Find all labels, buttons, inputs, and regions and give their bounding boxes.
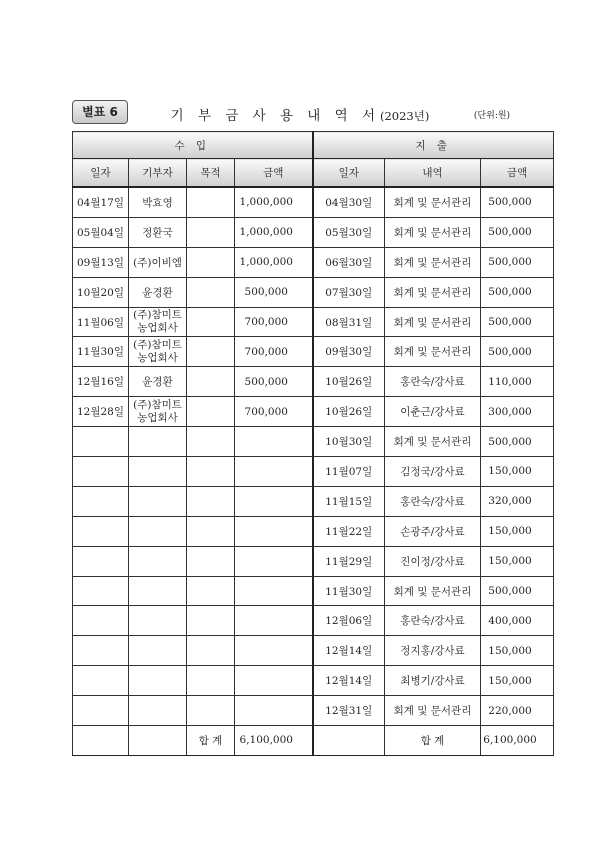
section-header-row — [73, 132, 554, 159]
income-date-cell: 09월13일 — [73, 247, 129, 277]
expense-date-cell: 08월31일 — [313, 307, 385, 337]
income-donor-cell: 윤경환 — [129, 367, 187, 397]
expense-date-cell: 11월30일 — [313, 576, 385, 606]
income-amount-cell: 500,000 — [235, 277, 313, 307]
expense-detail-cell: 이춘근/강사료 — [385, 397, 481, 427]
expense-section-header: 지 출 — [313, 132, 554, 159]
expense-date-cell: 11월29일 — [313, 546, 385, 576]
income-amount-cell: 1,000,000 — [235, 217, 313, 247]
income-purpose-cell — [187, 546, 235, 576]
income-donor-cell — [129, 457, 187, 487]
expense-detail-cell: 회계 및 문서관리 — [385, 247, 481, 277]
expense-amount-cell: 150,000 — [481, 666, 554, 696]
table-row — [73, 247, 554, 277]
expense-amount-cell: 300,000 — [481, 397, 554, 427]
expense-date-cell: 06월30일 — [313, 247, 385, 277]
income-amount-cell: 1,000,000 — [235, 187, 313, 217]
table-row — [73, 516, 554, 546]
income-donor-cell — [129, 606, 187, 636]
income-purpose-cell — [187, 576, 235, 606]
income-purpose-cell — [187, 486, 235, 516]
table-row — [73, 606, 554, 636]
table-row — [73, 666, 554, 696]
income-purpose-cell — [187, 247, 235, 277]
income-amount-cell: 700,000 — [235, 307, 313, 337]
expense-date-cell: 04월30일 — [313, 187, 385, 217]
income-purpose-header: 목적 — [187, 159, 235, 188]
income-date-cell — [73, 666, 129, 696]
income-amount-cell: 500,000 — [235, 367, 313, 397]
income-purpose-cell — [187, 636, 235, 666]
income-amount-cell — [235, 457, 313, 487]
title-year: (2023년) — [380, 109, 430, 123]
totals-row — [73, 726, 554, 756]
income-donor-cell: (주)참미트 농업회사 — [129, 337, 187, 367]
income-donor-cell — [129, 666, 187, 696]
income-purpose-cell — [187, 187, 235, 217]
expense-detail-cell: 회계 및 문서관리 — [385, 307, 481, 337]
table-row — [73, 187, 554, 217]
income-amount-cell — [235, 636, 313, 666]
income-date-header: 일자 — [73, 159, 129, 188]
expense-detail-cell: 김정국/강사료 — [385, 457, 481, 487]
income-date-cell: 12월28일 — [73, 397, 129, 427]
expense-detail-cell: 회계 및 문서관리 — [385, 217, 481, 247]
table-row — [73, 397, 554, 427]
expense-amount-cell: 500,000 — [481, 277, 554, 307]
expense-date-cell: 12월31일 — [313, 696, 385, 726]
expense-amount-cell: 500,000 — [481, 247, 554, 277]
table-row — [73, 457, 554, 487]
expense-detail-cell: 회계 및 문서관리 — [385, 427, 481, 457]
income-date-cell: 05월04일 — [73, 217, 129, 247]
expense-date-cell: 12월14일 — [313, 636, 385, 666]
appendix-badge: 별표 6 — [72, 100, 128, 124]
income-section-header: 수 입 — [73, 132, 313, 159]
income-donor-cell: (주)참미트 농업회사 — [129, 307, 187, 337]
expense-date-cell: 07월30일 — [313, 277, 385, 307]
expense-detail-cell: 손광주/강사료 — [385, 516, 481, 546]
income-date-cell — [73, 606, 129, 636]
table-row — [73, 427, 554, 457]
income-purpose-cell — [187, 516, 235, 546]
ledger-body — [73, 187, 554, 755]
expense-detail-cell: 홍란숙/강사료 — [385, 367, 481, 397]
income-amount-cell — [235, 486, 313, 516]
income-date-cell — [73, 516, 129, 546]
table-row — [73, 277, 554, 307]
expense-detail-header: 내역 — [385, 159, 481, 188]
expense-amount-cell: 220,000 — [481, 696, 554, 726]
income-date-cell: 11월06일 — [73, 307, 129, 337]
income-date-cell — [73, 636, 129, 666]
income-amount-cell — [235, 606, 313, 636]
donation-ledger-table — [72, 131, 554, 756]
expense-amount-cell: 400,000 — [481, 606, 554, 636]
income-purpose-cell — [187, 606, 235, 636]
expense-date-cell: 12월06일 — [313, 606, 385, 636]
table-row — [73, 486, 554, 516]
income-purpose-cell — [187, 427, 235, 457]
expense-detail-cell: 회계 및 문서관리 — [385, 337, 481, 367]
income-purpose-cell — [187, 457, 235, 487]
income-donor-cell — [129, 486, 187, 516]
expense-date-cell: 10월30일 — [313, 427, 385, 457]
income-amount-cell — [235, 576, 313, 606]
income-purpose-cell — [187, 696, 235, 726]
income-date-cell: 04월17일 — [73, 187, 129, 217]
table-row — [73, 337, 554, 367]
column-header-row — [73, 159, 554, 188]
income-date-cell — [73, 576, 129, 606]
expense-amount-cell: 500,000 — [481, 307, 554, 337]
income-total-label: 합 계 — [187, 726, 235, 756]
table-row — [73, 636, 554, 666]
income-date-cell: 11월30일 — [73, 337, 129, 367]
expense-amount-cell: 500,000 — [481, 576, 554, 606]
income-amount-cell — [235, 546, 313, 576]
unit-note: (단위:원) — [473, 111, 511, 121]
expense-amount-cell: 110,000 — [481, 367, 554, 397]
income-donor-cell — [129, 576, 187, 606]
table-row — [73, 546, 554, 576]
expense-detail-cell: 최병기/강사료 — [385, 666, 481, 696]
income-donor-cell: (주)이비엠 — [129, 247, 187, 277]
table-row — [73, 217, 554, 247]
expense-total-label: 합 계 — [385, 726, 481, 756]
income-donor-cell — [129, 516, 187, 546]
document-title — [170, 104, 430, 124]
income-date-cell — [73, 546, 129, 576]
title-text: 기 부 금 사 용 내 역 서 — [170, 108, 380, 124]
table-row — [73, 576, 554, 606]
income-amount-cell — [235, 696, 313, 726]
expense-date-cell: 12월14일 — [313, 666, 385, 696]
expense-amount-cell: 150,000 — [481, 636, 554, 666]
income-total-blank-cell — [73, 726, 129, 756]
income-donor-cell: 윤경환 — [129, 277, 187, 307]
income-date-cell: 12월16일 — [73, 367, 129, 397]
expense-detail-cell: 회계 및 문서관리 — [385, 187, 481, 217]
income-amount-header: 금액 — [235, 159, 313, 188]
expense-detail-cell: 진이정/강사료 — [385, 546, 481, 576]
income-donor-cell — [129, 427, 187, 457]
income-purpose-cell — [187, 666, 235, 696]
income-purpose-cell — [187, 367, 235, 397]
income-donor-cell: 정환국 — [129, 217, 187, 247]
income-donor-cell: (주)참미트 농업회사 — [129, 397, 187, 427]
expense-amount-cell: 150,000 — [481, 546, 554, 576]
income-total-blank-cell — [129, 726, 187, 756]
table-row — [73, 307, 554, 337]
expense-date-cell: 11월22일 — [313, 516, 385, 546]
income-date-cell — [73, 427, 129, 457]
expense-date-cell: 11월15일 — [313, 486, 385, 516]
expense-detail-cell: 회계 및 문서관리 — [385, 277, 481, 307]
expense-total-blank-cell — [313, 726, 385, 756]
income-donor-cell — [129, 696, 187, 726]
income-purpose-cell — [187, 397, 235, 427]
income-amount-cell — [235, 427, 313, 457]
expense-detail-cell: 정지홍/강사료 — [385, 636, 481, 666]
income-donor-cell: 박효영 — [129, 187, 187, 217]
expense-total-amount: 6,100,000 — [481, 726, 554, 756]
expense-date-cell: 05월30일 — [313, 217, 385, 247]
expense-date-cell: 10월26일 — [313, 367, 385, 397]
income-amount-cell: 700,000 — [235, 397, 313, 427]
expense-detail-cell: 회계 및 문서관리 — [385, 696, 481, 726]
income-purpose-cell — [187, 217, 235, 247]
income-total-amount: 6,100,000 — [235, 726, 313, 756]
expense-date-cell: 10월26일 — [313, 397, 385, 427]
income-purpose-cell — [187, 337, 235, 367]
income-amount-cell: 1,000,000 — [235, 247, 313, 277]
income-date-cell — [73, 486, 129, 516]
expense-amount-cell: 150,000 — [481, 457, 554, 487]
income-donor-header: 기부자 — [129, 159, 187, 188]
expense-amount-header: 금액 — [481, 159, 554, 188]
income-amount-cell — [235, 666, 313, 696]
income-date-cell — [73, 696, 129, 726]
expense-amount-cell: 500,000 — [481, 187, 554, 217]
income-amount-cell — [235, 516, 313, 546]
table-row — [73, 696, 554, 726]
expense-detail-cell: 회계 및 문서관리 — [385, 576, 481, 606]
income-amount-cell: 700,000 — [235, 337, 313, 367]
expense-date-header: 일자 — [313, 159, 385, 188]
income-date-cell: 10월20일 — [73, 277, 129, 307]
expense-amount-cell: 150,000 — [481, 516, 554, 546]
expense-amount-cell: 500,000 — [481, 217, 554, 247]
income-donor-cell — [129, 636, 187, 666]
income-donor-cell — [129, 546, 187, 576]
expense-amount-cell: 500,000 — [481, 337, 554, 367]
expense-detail-cell: 홍란숙/강사료 — [385, 606, 481, 636]
expense-detail-cell: 홍란숙/강사료 — [385, 486, 481, 516]
expense-amount-cell: 320,000 — [481, 486, 554, 516]
expense-date-cell: 11월07일 — [313, 457, 385, 487]
expense-amount-cell: 500,000 — [481, 427, 554, 457]
table-row — [73, 367, 554, 397]
income-purpose-cell — [187, 277, 235, 307]
income-purpose-cell — [187, 307, 235, 337]
expense-date-cell: 09월30일 — [313, 337, 385, 367]
income-date-cell — [73, 457, 129, 487]
